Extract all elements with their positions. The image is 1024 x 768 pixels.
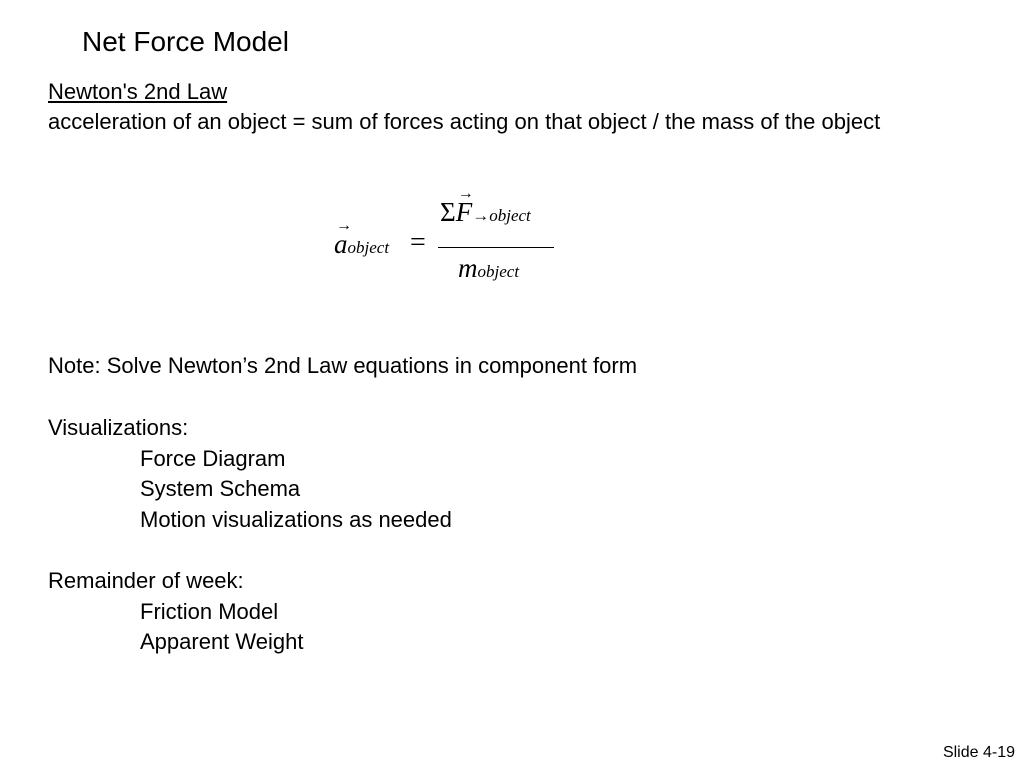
sum-symbol: Σ [440, 197, 456, 227]
newton-second-law-formula [330, 185, 570, 305]
vector-arrow-icon: → [457, 185, 474, 202]
acceleration-subscript: object [347, 238, 390, 257]
force-vector [455, 185, 474, 228]
acceleration-vector [334, 217, 352, 260]
mass-subscript: object [477, 262, 520, 281]
law-definition: acceleration of an object = sum of forces acting on that object / the mass of the object [48, 109, 881, 134]
visualizations-heading: Visualizations: [48, 415, 189, 440]
vector-arrow-icon: → [336, 217, 352, 234]
formula-lhs [334, 217, 390, 260]
list-item: Force Diagram [140, 445, 286, 471]
equals-sign: = [410, 227, 426, 258]
force-symbol: F [455, 197, 473, 227]
remainder-section [48, 566, 303, 658]
visualizations-section [48, 413, 452, 535]
acceleration-symbol: a [334, 229, 348, 259]
slide-title: Net Force Model [82, 26, 289, 57]
remainder-heading: Remainder of week: [48, 568, 244, 593]
list-item: System Schema [140, 476, 301, 501]
slide-number: Slide 4-19 [942, 744, 1015, 761]
list-item: Motion visualizations as needed [140, 506, 452, 532]
fraction-bar [438, 247, 554, 248]
note-text: Note: Solve Newton’s 2nd Law equations in component form [48, 353, 638, 378]
formula-denominator [458, 253, 519, 284]
formula-numerator [440, 185, 531, 228]
mass-symbol: m [458, 253, 478, 283]
force-subscript: →object [472, 206, 531, 225]
list-item: Friction Model [140, 598, 279, 624]
list-item: Apparent Weight [140, 629, 304, 654]
newtons-law-heading: Newton's 2nd Law [48, 79, 228, 104]
